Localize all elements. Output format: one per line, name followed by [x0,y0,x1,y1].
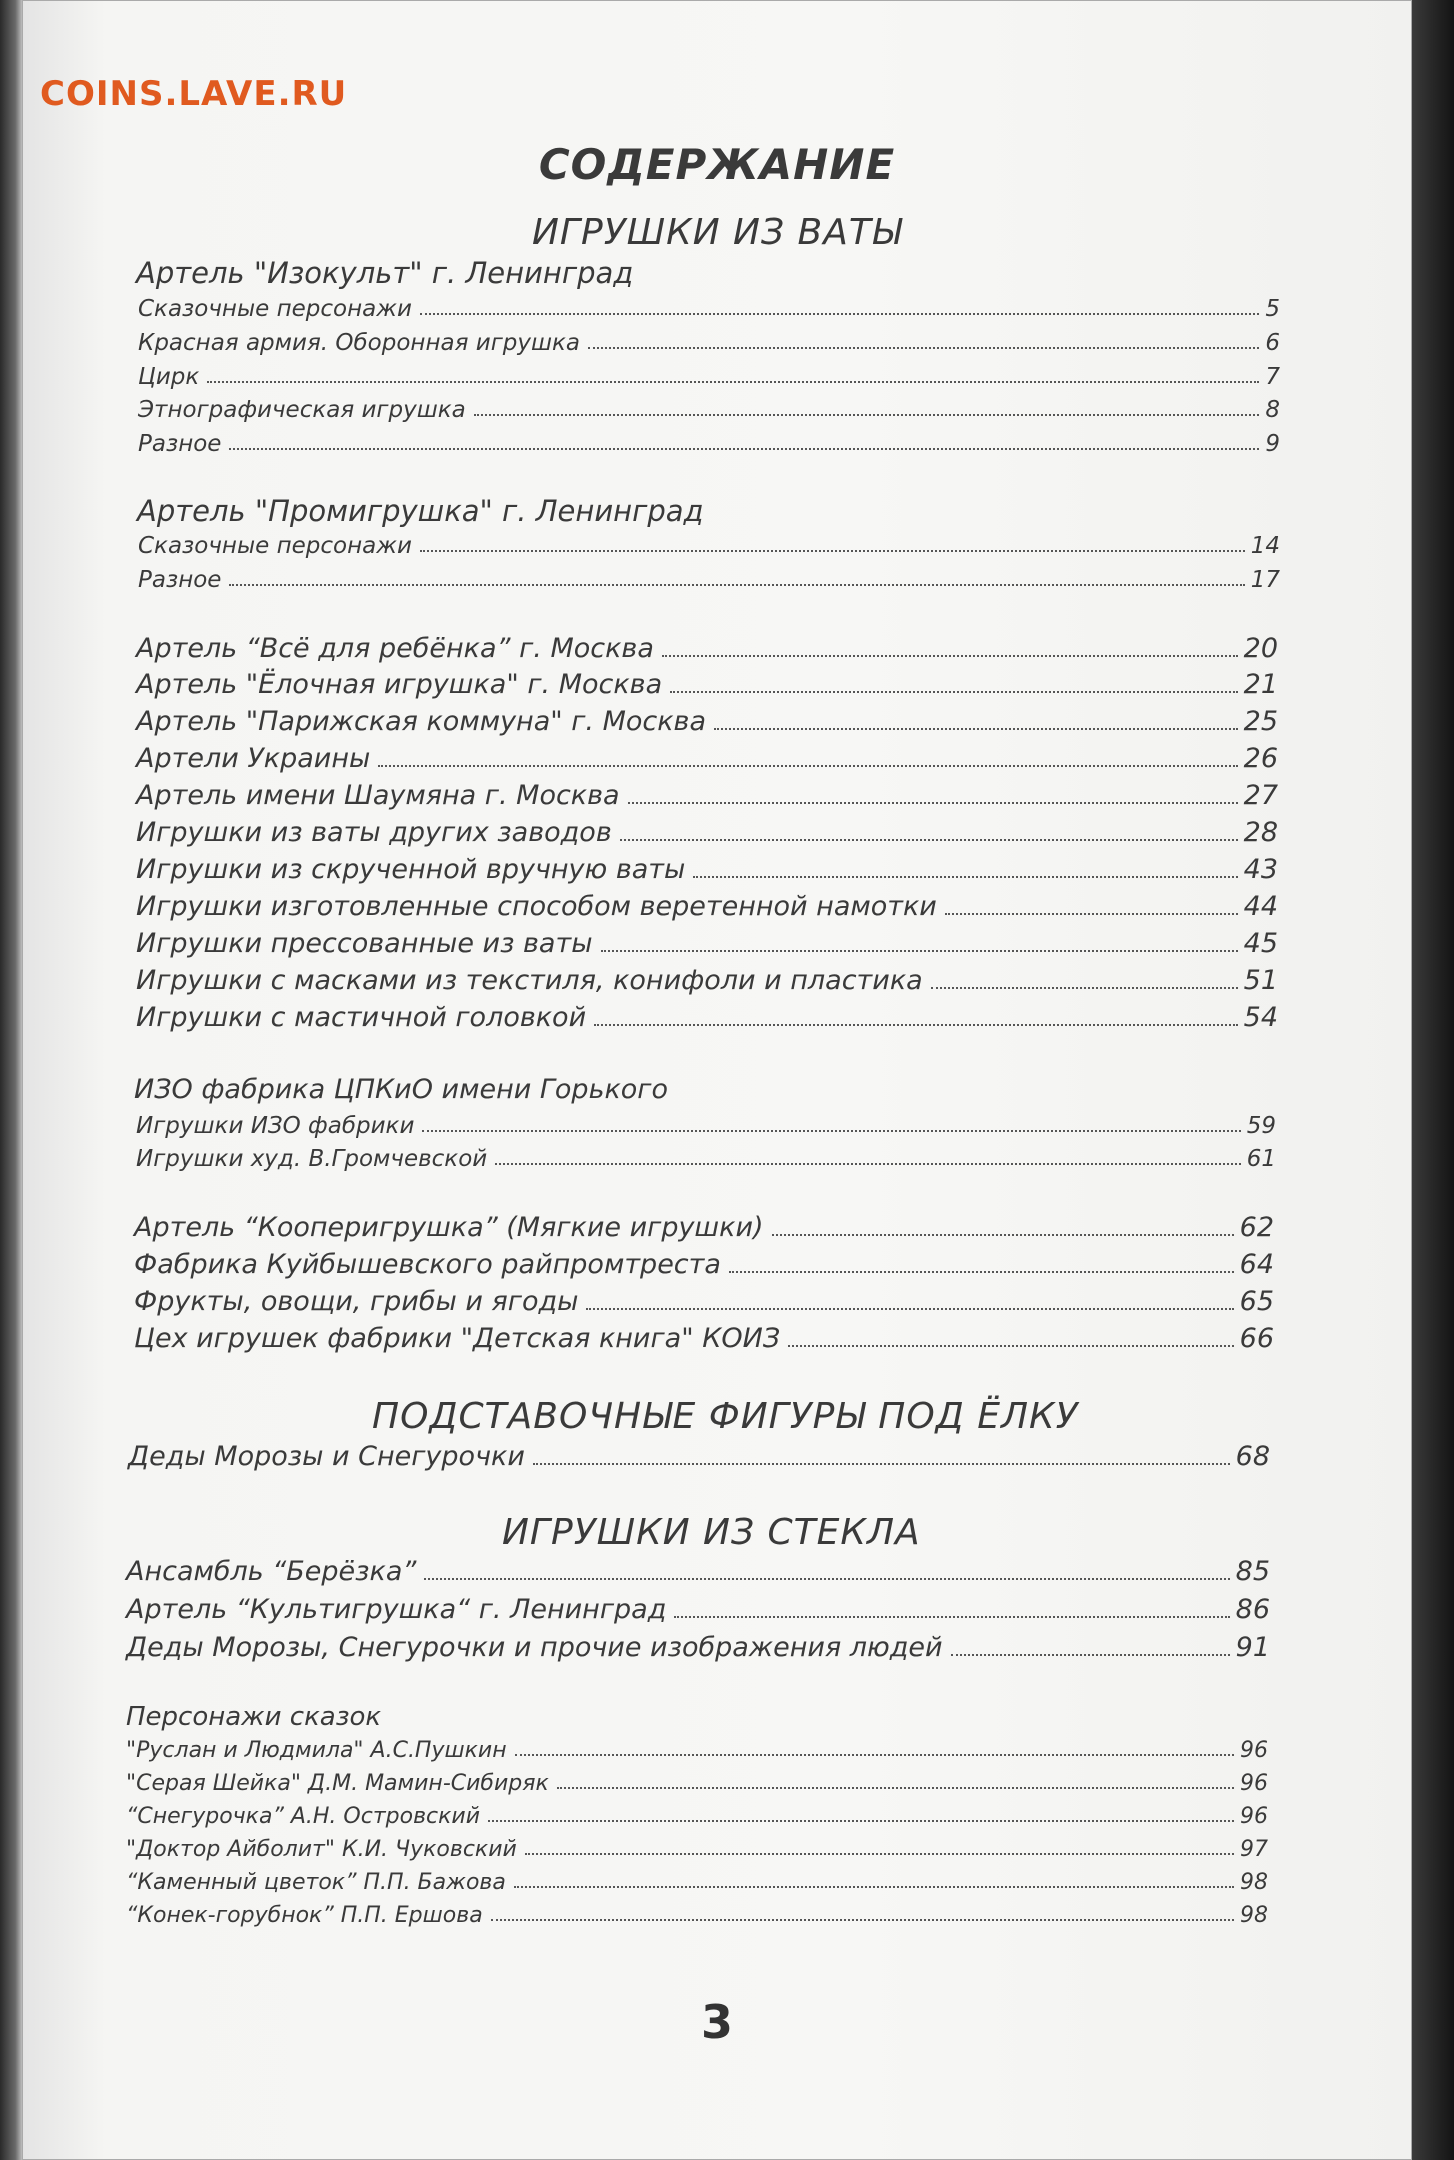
toc-entry-title: Деды Морозы, Снегурочки и прочие изображения людей [126,1632,943,1663]
toc-entry-title: “Конек-горубнок” П.П. Ершова [126,1903,483,1928]
toc-entry[interactable] [136,633,1278,664]
toc-entry[interactable] [138,567,1280,593]
section-heading-cotton: ИГРУШКИ ИЗ ВАТЫ [532,212,903,253]
toc-entry[interactable] [136,1113,1276,1139]
section-heading-glass: ИГРУШКИ ИЗ СТЕКЛА [502,1512,921,1553]
toc-entry-title: Артель “Всё для ребёнка” г. Москва [136,633,654,664]
dot-leader [514,1886,1234,1888]
toc-entry[interactable] [126,1632,1270,1663]
toc-entry[interactable] [134,1323,1274,1354]
toc-entry[interactable] [138,397,1280,423]
dot-leader [945,913,1238,915]
dot-leader [422,1130,1240,1132]
toc-entry[interactable] [136,928,1278,959]
toc-entry[interactable] [126,1594,1270,1625]
toc-entry-title: Разное [138,431,222,457]
toc-entry-title: "Серая Шейка" Д.М. Мамин-Сибиряк [126,1771,549,1796]
toc-entry-title: Красная армия. Оборонная игрушка [138,330,581,356]
toc-entry-title: Сказочные персонажи [138,296,412,322]
group-title-promigrushka: Артель "Промигрушка" г. Ленинград [137,494,704,528]
toc-entry-title: "Руслан и Людмила" А.С.Пушкин [126,1738,507,1763]
toc-entry[interactable] [138,533,1280,559]
toc-entry[interactable] [136,891,1278,922]
toc-entry-title: “Каменный цветок” П.П. Бажова [126,1870,506,1895]
toc-entry-page: 96 [1240,1738,1268,1763]
toc-entry-title: Артель "Ёлочная игрушка" г. Москва [136,669,663,700]
page-number: 3 [700,1995,733,2049]
toc-entry-title: Ансамбль “Берёзка” [126,1556,417,1587]
dot-leader [662,655,1238,657]
toc-entry-title: Фабрика Куйбышевского райпромтреста [134,1249,721,1280]
toc-entry-title: Разное [138,567,222,593]
toc-entry-title: Цех игрушек фабрики "Детская книга" КОИЗ [134,1323,781,1354]
toc-entry-page: 25 [1243,706,1278,737]
dot-leader [588,347,1259,349]
toc-entry[interactable] [126,1903,1268,1928]
toc-entry-title: Артели Украины [136,743,371,774]
toc-entry-title: Игрушки прессованные из ваты [136,928,593,959]
dot-leader [772,1234,1234,1236]
dot-leader [207,381,1259,383]
toc-entry[interactable] [128,1441,1270,1472]
dot-leader [594,1024,1238,1026]
toc-entry-page: 98 [1240,1903,1268,1928]
toc-entry-page: 26 [1243,743,1278,774]
dot-leader [674,1616,1229,1618]
toc-entry-page: 98 [1240,1870,1268,1895]
dot-leader [491,1919,1234,1921]
toc-entry[interactable] [136,780,1278,811]
toc-entry-title: Артель "Парижская коммуна" г. Москва [136,706,707,737]
toc-entry-title: Этнографическая игрушка [138,397,466,423]
toc-entry-title: "Доктор Айболит" К.И. Чуковский [126,1837,517,1862]
dot-leader [229,448,1259,450]
dot-leader [601,950,1238,952]
toc-entry-page: 44 [1243,891,1278,922]
dot-leader [714,728,1238,730]
site-watermark: COINS.LAVE.RU [40,74,348,114]
toc-entry-page: 66 [1239,1323,1274,1354]
toc-entry-page: 59 [1246,1113,1276,1139]
toc-entry-title: Цирк [138,364,200,390]
section-heading-standing-figures: ПОДСТАВОЧНЫЕ ФИГУРЫ ПОД ЁЛКУ [372,1396,1079,1437]
toc-entry[interactable] [126,1837,1268,1862]
toc-entry[interactable] [138,364,1280,390]
toc-entry-page: 9 [1265,431,1280,457]
dot-leader [488,1820,1234,1822]
dot-leader [951,1654,1230,1656]
toc-entry-title: Артель “Кооперигрушка” (Мягкие игрушки) [134,1212,764,1243]
group-title-izo-factory: ИЗО фабрика ЦПКиО имени Горького [134,1074,669,1105]
toc-entry[interactable] [136,743,1278,774]
toc-entry-title: Деды Морозы и Снегурочки [128,1441,525,1472]
toc-entry[interactable] [136,1002,1278,1033]
toc-entry[interactable] [136,1146,1276,1172]
dot-leader [729,1271,1234,1273]
toc-entry-page: 62 [1239,1212,1274,1243]
toc-entry[interactable] [136,817,1278,848]
toc-entry-page: 51 [1243,965,1278,996]
toc-entry-page: 45 [1243,928,1278,959]
toc-entry-title: Сказочные персонажи [138,533,412,559]
toc-entry-page: 85 [1235,1556,1270,1587]
toc-entry[interactable] [134,1212,1274,1243]
dot-leader [495,1163,1240,1165]
group-title-fairy-tale-characters: Персонажи сказок [126,1702,382,1732]
toc-entry-page: 96 [1240,1771,1268,1796]
toc-entry-title: Игрушки из скрученной вручную ваты [136,854,686,885]
toc-entry[interactable] [126,1771,1268,1796]
toc-entry[interactable] [138,330,1280,356]
toc-entry-page: 61 [1246,1146,1276,1172]
toc-entry[interactable] [136,854,1278,885]
dot-leader [670,691,1238,693]
toc-entry-page: 86 [1235,1594,1270,1625]
toc-entry-page: 91 [1235,1632,1270,1663]
toc-entry[interactable] [134,1286,1274,1317]
toc-entry-page: 17 [1250,567,1280,593]
toc-entry[interactable] [136,706,1278,737]
dot-leader [788,1345,1233,1347]
toc-entry-page: 21 [1243,669,1278,700]
dot-leader [525,1853,1234,1855]
toc-entry-title: Игрушки худ. В.Громчевской [136,1146,488,1172]
toc-entry-title: Игрушки с масками из текстиля, конифоли и пластика [136,965,923,996]
toc-entry[interactable] [126,1870,1268,1895]
toc-entry-page: 8 [1265,397,1280,423]
toc-entry-title: Игрушки ИЗО фабрики [136,1113,415,1139]
toc-entry-title: Артель имени Шаумяна г. Москва [136,780,620,811]
dot-leader [628,802,1238,804]
dot-leader [533,1463,1230,1465]
document-page [22,0,1412,2160]
toc-entry[interactable] [136,669,1278,700]
toc-entry-page: 68 [1235,1441,1270,1472]
toc-entry-page: 20 [1243,633,1278,664]
dot-leader [557,1787,1234,1789]
toc-entry-page: 6 [1265,330,1280,356]
dot-leader [931,987,1238,989]
toc-entry-page: 54 [1243,1002,1278,1033]
background-edge [1412,0,1454,2160]
dot-leader [586,1308,1233,1310]
dot-leader [420,313,1259,315]
toc-entry[interactable] [126,1804,1268,1829]
toc-entry[interactable] [126,1738,1268,1763]
dot-leader [515,1754,1234,1756]
toc-entry[interactable] [138,296,1280,322]
dot-leader [424,1578,1229,1580]
toc-entry-page: 43 [1243,854,1278,885]
dot-leader [693,876,1237,878]
toc-entry-title: Игрушки из ваты других заводов [136,817,612,848]
toc-entry-page: 65 [1239,1286,1274,1317]
toc-entry[interactable] [136,965,1278,996]
toc-entry-page: 27 [1243,780,1278,811]
toc-entry[interactable] [134,1249,1274,1280]
book-spine [0,0,22,2160]
toc-entry-title: Артель “Культигрушка“ г. Ленинград [126,1594,667,1625]
toc-entry[interactable] [126,1556,1270,1587]
toc-entry-page: 64 [1239,1249,1274,1280]
toc-entry-page: 97 [1240,1837,1268,1862]
toc-entry-title: “Снегурочка” А.Н. Островский [126,1804,481,1829]
toc-entry-title: Фрукты, овощи, грибы и ягоды [134,1286,579,1317]
toc-entry-title: Игрушки изготовленные способом веретенной намотки [136,891,937,922]
toc-entry-title: Игрушки с мастичной головкой [136,1002,587,1033]
toc-entry-page: 14 [1250,533,1280,559]
dot-leader [420,550,1245,552]
dot-leader [378,765,1237,767]
dot-leader [620,839,1238,841]
dot-leader [474,414,1260,416]
toc-entry[interactable] [138,431,1280,457]
page-title: СОДЕРЖАНИЕ [538,140,896,189]
toc-entry-page: 7 [1265,364,1280,390]
toc-entry-page: 96 [1240,1804,1268,1829]
group-title-izokult: Артель "Изокульт" г. Ленинград [136,256,634,290]
dot-leader [229,584,1244,586]
toc-entry-page: 28 [1243,817,1278,848]
toc-entry-page: 5 [1265,296,1280,322]
